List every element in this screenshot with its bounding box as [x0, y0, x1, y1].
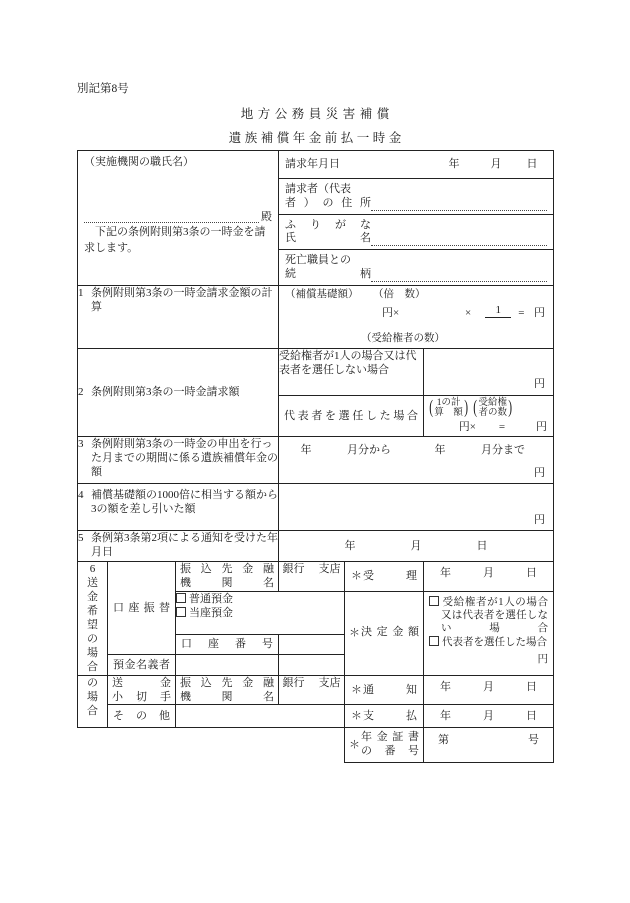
claim-form-table: [77, 150, 554, 763]
relationship-input[interactable]: [371, 268, 547, 282]
row3-from-year[interactable]: 年: [300, 443, 312, 456]
row6-vertical-label-cell: [78, 561, 108, 675]
document-title-line2: 遺族補償年金前払一時金: [228, 131, 405, 145]
ordinary-deposit-option[interactable]: [176, 593, 233, 605]
certificate-suffix: 号: [528, 734, 540, 747]
row2-sub1-value-cell[interactable]: [424, 348, 554, 395]
bracket2-line1: 受給権: [478, 397, 508, 408]
request-statement: 下記の条例附則第3条の一時金を請求します。: [84, 226, 266, 254]
certificate-prefix: 第: [438, 734, 449, 747]
account-number-input[interactable]: [279, 634, 345, 654]
decision-option-2[interactable]: [429, 636, 548, 649]
request-date-fields[interactable]: [433, 157, 547, 171]
bank-suffix-bank: 銀行: [282, 562, 305, 575]
notice-year[interactable]: 年: [440, 680, 451, 693]
other-label-cell: その他: [108, 705, 176, 728]
payment-date-cell[interactable]: [424, 705, 554, 728]
row-1: [78, 285, 554, 348]
row-6-bank-name: [78, 561, 554, 591]
bracket-row1-calc: [428, 398, 469, 419]
row4-value-cell[interactable]: [279, 483, 554, 530]
row2-yen-times: 円×: [458, 420, 476, 433]
row6-number: 6: [89, 562, 96, 575]
row4-label-cell: [78, 483, 279, 530]
relationship-label-l2: 続 柄: [285, 267, 371, 280]
row6-vlabel-4: の: [87, 633, 98, 646]
multiplier-label: （倍 数）: [373, 288, 426, 300]
bracket-right-1: ): [464, 397, 468, 419]
row6-vlabel-5: 場: [87, 647, 98, 660]
denominator-label: （受給権者の数）: [361, 333, 446, 345]
row4-label: 補償基礎額の1000倍に相当する額から3の額を差し引いた額: [91, 488, 278, 515]
row3-from-month[interactable]: 月分から: [347, 443, 392, 456]
payment-label: 支 払: [363, 710, 417, 723]
bracket1-line1: 1の計: [436, 397, 461, 408]
current-deposit-option[interactable]: [176, 607, 233, 619]
implementing-org-label: （実施機関の職氏名）: [84, 156, 194, 168]
row-6-check-transfer: [78, 675, 554, 705]
row1-times-2: ×: [465, 306, 472, 319]
fraction-numerator: 1: [495, 304, 501, 317]
row6-vlabel-1: 金: [87, 591, 98, 604]
row6-vlabel-0: 送: [87, 576, 98, 589]
claimant-address-input[interactable]: [371, 197, 547, 211]
row5-value-cell[interactable]: [279, 530, 554, 561]
payment-month[interactable]: 月: [483, 710, 495, 723]
check-bank-name-input[interactable]: [279, 675, 345, 705]
row5-year[interactable]: 年: [344, 539, 356, 552]
check-bank-label-l2: 機 関 名: [180, 690, 274, 703]
notice-label-cell: [345, 675, 424, 705]
transfer-bank-label-l2: 機 関 名: [180, 577, 274, 590]
bank-suffix-branch: 支店: [318, 562, 341, 575]
row5-month[interactable]: 月: [410, 539, 422, 552]
transfer-bank-name-input[interactable]: [279, 561, 345, 591]
name-label: 氏 名: [285, 232, 371, 245]
header-row: [78, 151, 554, 179]
row-2-sub-a: [78, 348, 554, 395]
checkbox-ordinary-deposit[interactable]: [176, 593, 186, 603]
row6-vertical-label-cell-2: [78, 675, 108, 728]
receipt-month[interactable]: 月: [483, 566, 495, 579]
request-date-day[interactable]: 日: [526, 158, 538, 171]
decision-option-1-label: 受給権者が1人の場合又は代表者を選任しない場合: [441, 596, 549, 635]
decision-amount-value-cell[interactable]: [424, 591, 554, 675]
account-holder-input[interactable]: [176, 655, 279, 675]
row1-label-cell: [78, 285, 279, 348]
claimant-name-input[interactable]: [371, 232, 547, 246]
receipt-label: 受 理: [363, 570, 417, 583]
bracket-left-1: (: [429, 397, 434, 419]
row3-label-cell: [78, 436, 279, 483]
row4-yen: 円: [534, 513, 546, 526]
row5-label: 条例第3条第2項による通知を受けた年月日: [91, 531, 278, 558]
ordinary-deposit-label: 普通預金: [189, 592, 233, 605]
notice-month[interactable]: 月: [483, 680, 495, 693]
payment-label-cell: [345, 705, 424, 728]
payment-day[interactable]: 日: [526, 710, 538, 723]
certificate-star: ＊: [349, 738, 360, 751]
claimant-name-label: [285, 219, 371, 247]
row4-number: 4: [78, 488, 84, 501]
decision-amount-label-cell: [345, 591, 424, 675]
row6-vlabel-6b: 場: [87, 690, 98, 703]
notice-day[interactable]: 日: [526, 680, 538, 693]
certificate-number-cell[interactable]: [424, 728, 554, 763]
spacer-cell: [78, 728, 345, 763]
row6-vlabel-6: 合: [87, 661, 98, 674]
row2-sub2-label: 代表者を選任した場合: [279, 395, 424, 436]
row2-number: 2: [78, 386, 84, 399]
row1-base-yen: 円: [382, 306, 393, 319]
row3-to-month[interactable]: 月分まで: [481, 443, 526, 456]
transfer-bank-name-label: [176, 561, 279, 591]
claimant-name-cell: [279, 214, 554, 250]
bracket-left-2: (: [473, 397, 478, 419]
request-date-month[interactable]: 月: [490, 158, 502, 171]
check-bank-suffix-bank: 銀行: [282, 676, 305, 689]
request-date-year[interactable]: 年: [448, 158, 460, 171]
claimant-address-cell: [279, 179, 554, 215]
check-label-l2: 小 切 手: [112, 690, 171, 703]
row1-times-1: ×: [393, 306, 400, 319]
row-4: [78, 483, 554, 530]
current-deposit-label: 当座預金: [189, 606, 233, 619]
receipt-label-cell: [345, 561, 424, 591]
certificate-label-l1: 年金証書: [361, 731, 419, 744]
row1-label: 条例附則第3条の一時金請求金額の計算: [91, 286, 273, 313]
transfer-bank-label-l1: 振込先金融: [180, 562, 274, 575]
decision-option-2-label: 代表者を選任した場合: [442, 636, 547, 648]
notice-star: ＊: [351, 683, 362, 696]
row2-sub2-value-cell[interactable]: [424, 395, 554, 436]
account-holder-label-cell: 預金名義者: [108, 655, 176, 675]
relationship-label: [285, 254, 371, 282]
bracket-right-2: ): [508, 397, 513, 419]
certificate-label-cell: [345, 728, 424, 763]
bracket2-line2: 者の数: [478, 408, 508, 419]
notice-date-cell[interactable]: [424, 675, 554, 705]
row-3: [78, 436, 554, 483]
row5-day[interactable]: 日: [476, 539, 488, 552]
notice-label: 通 知: [363, 683, 417, 696]
bracket1-line2: 算 額: [434, 408, 463, 419]
row3-label: 条例附則第3条の一時金の申出を行った月までの期間に係る遺族補償年金の額: [91, 437, 278, 478]
furigana-label: ふりがな: [285, 218, 371, 231]
row2-result-yen: 円: [536, 420, 548, 433]
document-title-line1: 地方公務員災害補償: [240, 107, 394, 121]
row2-label-cell: [78, 348, 279, 436]
claimant-address-label: [285, 183, 371, 211]
decision-amount-label: 決定金額: [361, 626, 419, 639]
check-payment-label: [108, 675, 176, 705]
check-bank-label-l1: 振込先金融: [180, 676, 274, 689]
account-number-label-cell: 口座番号: [176, 634, 279, 654]
row-6-other: [78, 705, 554, 728]
recipient-signature-line[interactable]: [84, 209, 272, 223]
row1-calc-cell[interactable]: [279, 285, 554, 348]
row3-value-cell[interactable]: [279, 436, 554, 483]
receipt-star: ＊: [351, 570, 362, 583]
certificate-label-l2: の番号: [361, 744, 419, 757]
other-input[interactable]: [176, 705, 345, 728]
row6-vlabel-2: 希: [87, 605, 98, 618]
row2-sub1-label: 受給権者が1人の場合又は代表者を選任しない場合: [279, 348, 424, 395]
receipt-date-cell[interactable]: [424, 561, 554, 591]
checkbox-decision-option-2[interactable]: [429, 636, 439, 646]
claimant-address-label-l2: 者）の住所: [285, 196, 371, 209]
row3-to-year[interactable]: 年: [434, 443, 446, 456]
checkbox-current-deposit[interactable]: [176, 607, 186, 617]
row5-number: 5: [78, 531, 84, 544]
signature-dotted-line[interactable]: [84, 209, 259, 223]
dono-honorific: 殿: [261, 211, 272, 223]
receipt-day[interactable]: 日: [526, 566, 538, 579]
relationship-label-l1: 死亡職員との: [285, 254, 351, 266]
recipient-cell: [78, 151, 279, 286]
row5-label-cell: [78, 530, 279, 561]
relationship-cell: [279, 250, 554, 286]
row3-yen: 円: [534, 466, 546, 479]
decision-yen: 円: [537, 654, 549, 666]
fraction-one-over-claimants: [481, 305, 515, 318]
row6-vlabel-3: 望: [87, 619, 98, 632]
decision-star: ＊: [349, 626, 360, 639]
receipt-year[interactable]: 年: [440, 566, 451, 579]
row3-number: 3: [78, 437, 84, 450]
row2-equals: =: [498, 420, 506, 433]
row2-sub1-yen: 円: [534, 378, 546, 391]
row1-equals: =: [518, 306, 525, 319]
claimant-address-label-l1: 請求者（代表: [285, 183, 351, 195]
payment-year[interactable]: 年: [440, 710, 451, 723]
row2-bracket-group: [428, 398, 547, 419]
bracket-claimant-count: [472, 398, 513, 419]
row-5: [78, 530, 554, 561]
account-transfer-label: 口座振替: [108, 561, 176, 654]
base-amount-label: （補償基礎額）: [285, 288, 359, 300]
row1-number: 1: [78, 286, 84, 299]
check-label-l1: 送 金: [112, 676, 171, 689]
check-bank-name-label: [176, 675, 279, 705]
checkbox-decision-option-1[interactable]: [429, 596, 439, 606]
row6-vlabel-5b: の: [87, 676, 98, 689]
decision-option-1[interactable]: [429, 596, 548, 636]
request-date-cell: [279, 151, 554, 179]
check-bank-suffix-branch: 支店: [318, 676, 341, 689]
fraction-bar: [485, 317, 511, 318]
form-number: 別記第8号: [77, 83, 129, 95]
row6-vlabel-7b: 合: [87, 704, 98, 717]
payment-star: ＊: [351, 710, 362, 723]
row-certificate-number: [78, 728, 554, 763]
request-date-label: 請求年月日: [285, 158, 340, 171]
deposit-type-cell[interactable]: [176, 591, 345, 634]
row2-label: 条例附則第3条の一時金請求額: [91, 386, 240, 399]
row1-result-yen: 円: [534, 306, 546, 319]
